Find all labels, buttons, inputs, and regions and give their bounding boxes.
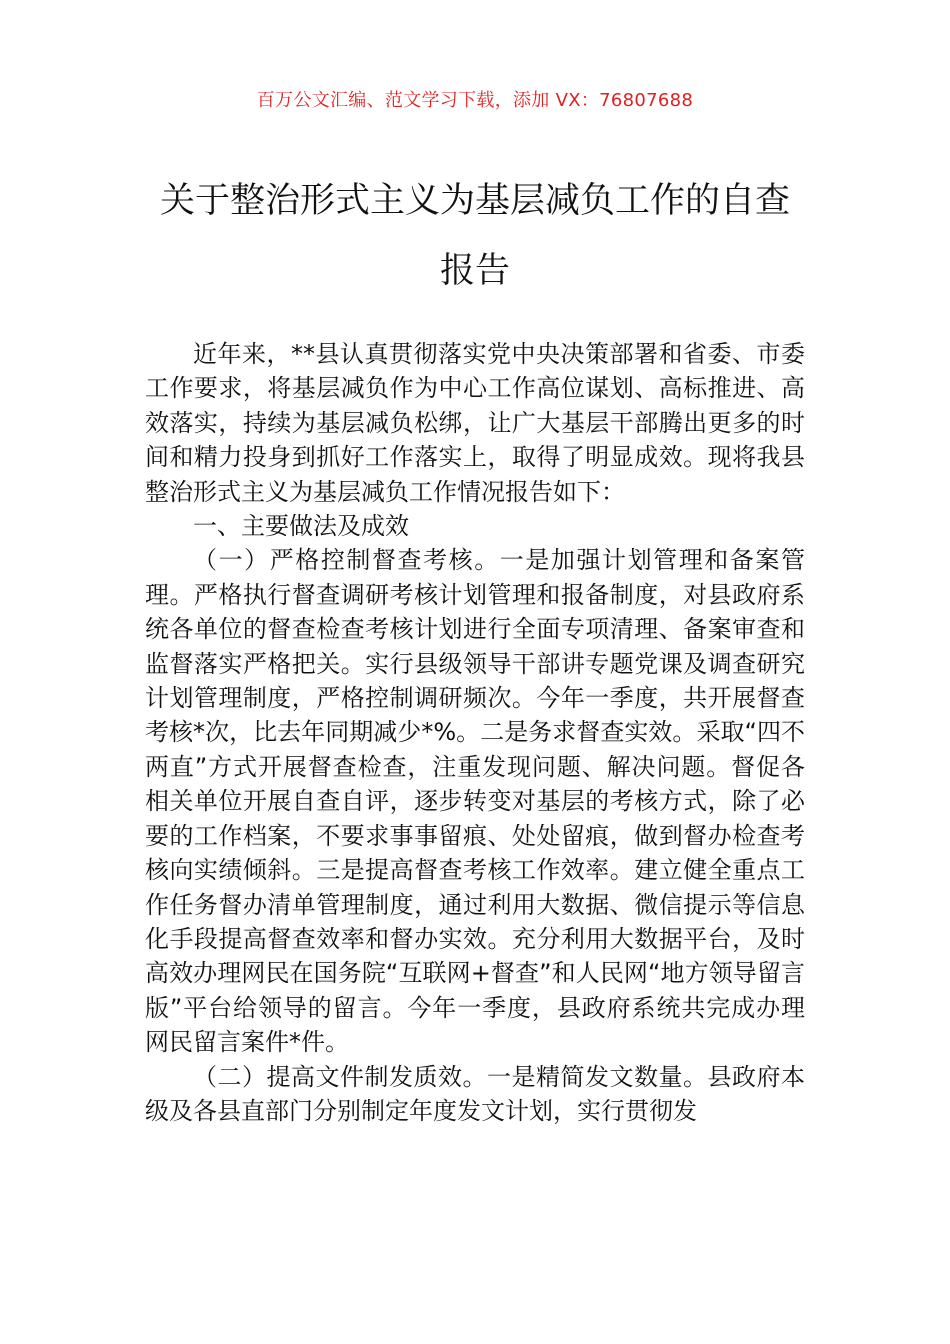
document-body [145, 337, 805, 1128]
intro-paragraph: 近年来，**县认真贯彻落实党中央决策部署和省委、市委工作要求，将基层减负作为中心工作高位谋划、高标推进、高效落实，持续为基层减负松绑，让广大基层干部腾出更多的时间和精力投身到抓好工作落实上，取得了明显成效。现将我县整治形式主义为基层减负工作情况报告如下： [145, 340, 805, 506]
document-title [0, 166, 950, 306]
section-heading: 一、主要做法及成效 [193, 512, 409, 541]
watermark-header: 百万公文汇编、范文学习下载，添加 VX：76807688 [256, 90, 694, 111]
paragraph-supervision: （一）严格控制督查考核。一是加强计划管理和备案管理。严格执行督查调研考核计划管理和报备制度，对县政府系统各单位的督查检查考核计划进行全面专项清理、备案审查和监督落实严格把关。实行县级领导干部讲专题党课及调查研究计划管理制度，严格控制调研频次。今年一季度，共开展督查考核*次，比去年同期减少*%。二是务求督查实效。采取“四不两直”方式开展督查检查，注重发现问题、解决问题。督促各相关单位开展自查自评，逐步转变对基层的考核方式，除了必要的工作档案，不要求事事留痕、处处留痕，做到督办检查考核向实绩倾斜。三是提高督查考核工作效率。建立健全重点工作任务督办清单管理制度，通过利用大数据、微信提示等信息化手段提高督查效率和督办实效。充分利用大数据平台，及时高效办理网民在国务院“互联网+督查”和人民网“地方领导留言版”平台给领导的留言。今年一季度，县政府系统共完成办理网民留言案件*件。 [145, 546, 805, 1057]
title-line-1: 关于整治形式主义为基层减负工作的自查 [159, 181, 790, 221]
paragraph-documents: （二）提高文件制发质效。一是精简发文数量。县政府本级及各县直部门分别制定年度发文计划，实行贯彻发 [145, 1062, 805, 1125]
title-line-2: 报告 [439, 251, 510, 291]
